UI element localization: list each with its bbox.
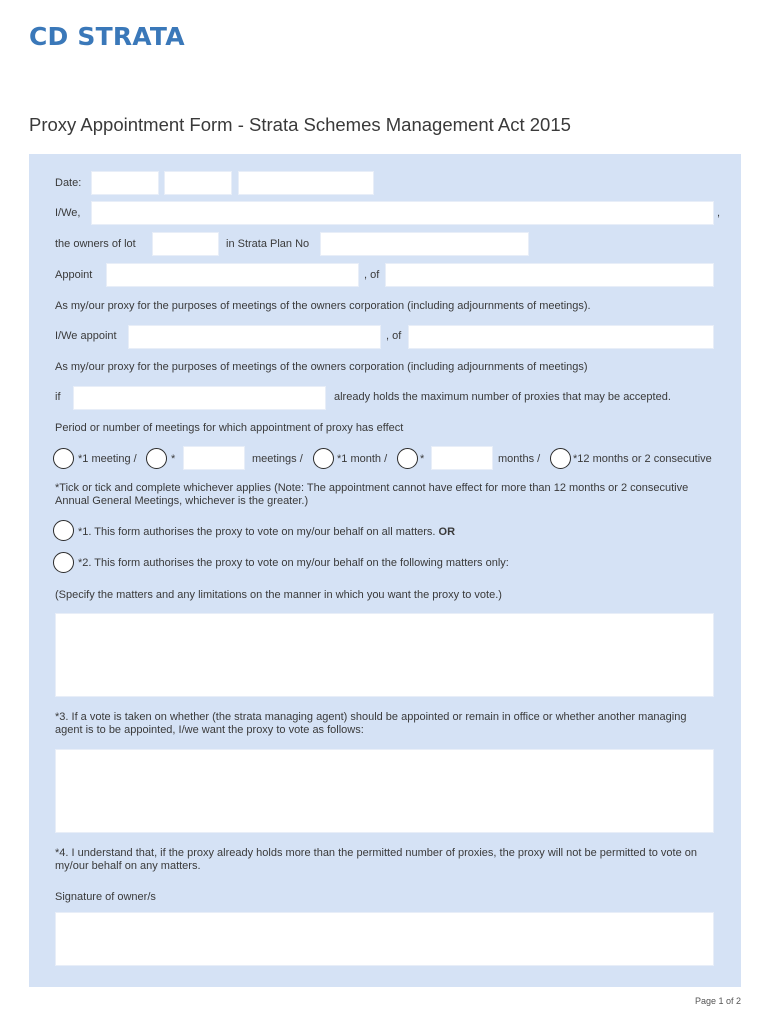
months-count-radio[interactable] — [397, 448, 418, 469]
meetings-count-field[interactable] — [183, 446, 245, 470]
of-label-2: , of — [386, 330, 402, 342]
star-label: * — [171, 453, 176, 465]
alternate-appointee-address-field[interactable] — [408, 325, 714, 349]
appointee-address-field[interactable] — [385, 263, 714, 287]
option1-label: *1. This form authorises the proxy to vote on my/our behalf on all matters. — [78, 526, 436, 538]
option2-radio[interactable] — [53, 552, 74, 573]
iwe-appoint-label: I/We appoint — [55, 330, 117, 342]
proxy-purpose-text-2: As my/our proxy for the purposes of meetings of the owners corporation (including adjournments of meetings) — [55, 361, 588, 373]
twelve-months-radio[interactable] — [550, 448, 571, 469]
appoint-label: Appoint — [55, 269, 93, 281]
brand-logo: CD STRATA — [29, 22, 185, 51]
already-holds-text: already holds the maximum number of proxies that may be accepted. — [334, 391, 671, 403]
matters-textarea[interactable] — [55, 613, 714, 697]
meetings-count-radio[interactable] — [146, 448, 167, 469]
option1-text — [78, 526, 455, 538]
signature-field[interactable] — [55, 912, 714, 966]
vote-instructions-textarea[interactable] — [55, 749, 714, 833]
tick-note-text: *Tick or tick and complete whichever applies (Note: The appointment cannot have effect for more than 12 months or 2 consecutive Annual General Meetings, whichever is the greater.) — [55, 482, 689, 507]
comma-label: , — [717, 207, 721, 219]
one-month-radio[interactable] — [313, 448, 334, 469]
owner-names-field[interactable] — [91, 201, 714, 225]
twelve-months-label: *12 months or 2 consecutive — [573, 453, 712, 465]
specify-matters-text: (Specify the matters and any limitations on the manner in which you want the proxy to vote.) — [55, 589, 502, 601]
months-label: months / — [498, 453, 541, 465]
signature-label: Signature of owner/s — [55, 891, 156, 903]
star-label-2: * — [420, 453, 425, 465]
one-meeting-radio[interactable] — [53, 448, 74, 469]
strata-plan-label: in Strata Plan No — [226, 238, 310, 250]
appointee-name-field[interactable] — [106, 263, 359, 287]
date-day-field[interactable] — [91, 171, 159, 195]
form-title: Proxy Appointment Form - Strata Schemes Management Act 2015 — [29, 114, 571, 135]
lot-number-field[interactable] — [152, 232, 219, 256]
option1-radio[interactable] — [53, 520, 74, 541]
option2-text: *2. This form authorises the proxy to vote on my/our behalf on the following matters only: — [78, 557, 509, 569]
proxy-purpose-text: As my/our proxy for the purposes of meetings of the owners corporation (including adjournments of meetings). — [55, 300, 591, 312]
if-label: if — [55, 391, 61, 403]
of-label: , of — [364, 269, 380, 281]
option4-text: *4. I understand that, if the proxy already holds more than the permitted number of proxies, the proxy will not be permitted to vote on my/our behalf on any matters. — [55, 847, 698, 872]
date-year-field[interactable] — [238, 171, 374, 195]
one-month-label: *1 month / — [337, 453, 388, 465]
option3-text: *3. If a vote is taken on whether (the strata managing agent) should be appointed or remain in office or whether another managing agent is to be appointed, I/we want the proxy to vote as follows: — [55, 711, 687, 736]
period-label: Period or number of meetings for which appointment of proxy has effect — [55, 422, 404, 434]
option1-or: OR — [438, 526, 456, 538]
months-count-field[interactable] — [431, 446, 493, 470]
date-label: Date: — [55, 177, 82, 189]
page-number: Page 1 of 2 — [695, 996, 742, 1006]
strata-plan-field[interactable] — [320, 232, 529, 256]
if-proxy-name-field[interactable] — [73, 386, 326, 410]
meetings-label: meetings / — [252, 453, 303, 465]
alternate-appointee-name-field[interactable] — [128, 325, 381, 349]
iwe-label: I/We, — [55, 207, 81, 219]
owners-of-lot-label: the owners of lot — [55, 238, 136, 250]
one-meeting-label: *1 meeting / — [78, 453, 137, 465]
date-month-field[interactable] — [164, 171, 232, 195]
